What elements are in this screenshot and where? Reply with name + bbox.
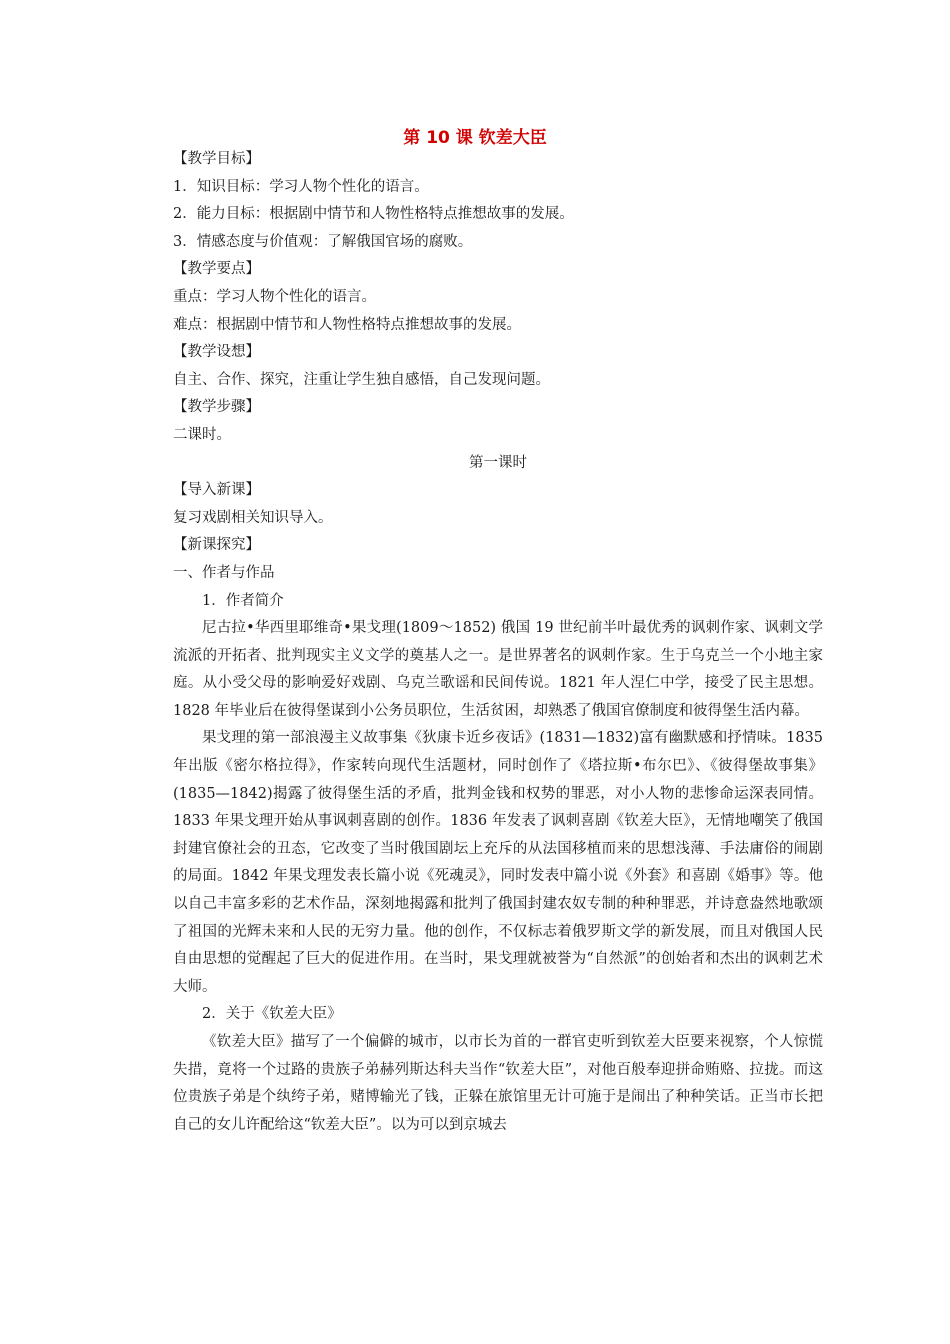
heading-teaching-steps: 【教学步骤】 [173,399,260,416]
teaching-design-text: 自主、合作、探究，注重让学生独自感悟，自己发现问题。 [173,371,550,388]
subsection-author-intro: 1．作者简介 [202,592,284,609]
goal-attitude: 3．情感态度与价值观：了解俄国官场的腐败。 [173,233,473,250]
key-point: 重点：学习人物个性化的语言。 [173,288,376,305]
paragraph-author-bio: 尼古拉•华西里耶维奇•果戈理(1809～1852) 俄国 19 世纪前半叶最优秀的讽刺作家、讽刺文学流派的开拓者、批判现实主义文学的奠基人之一。是世界著名的讽刺作家。生于乌克兰一个小地主家庭。从小受父母的影响爱好戏剧、乌克兰歌谣和民间传说。1821 年人涅仁中学，接受了民主思想。1828 年毕业后在彼得堡谋到小公务员职位，生活贫困，却熟悉了俄国官僚制度和彼得堡生活内幕。 [173,620,823,719]
goal-knowledge: 1．知识目标：学习人物个性化的语言。 [173,178,429,195]
teaching-steps-text: 二课时。 [173,426,231,443]
goal-ability: 2．能力目标：根据剧中情节和人物性格特点推想故事的发展。 [173,206,574,223]
paragraph-play-summary: 《钦差大臣》描写了一个偏僻的城市，以市长为首的一群官吏听到钦差大臣要来视察，个人惊慌失措，竟将一个过路的贵族子弟赫列斯达科夫当作“钦差大臣”，对他百般奉迎拼命贿赂、拉拢。而这位贵族子弟是个纨绔子弟，赌博输光了钱，正躲在旅馆里无计可施于是闹出了种种笑话。正当市长把自己的女儿许配给这“钦差大臣”。以为可以到京城去 [173,1034,823,1133]
heading-new-lesson: 【新课探究】 [173,537,260,554]
heading-introduction: 【导入新课】 [173,482,260,499]
introduction-text: 复习戏剧相关知识导入。 [173,509,333,526]
document-body [173,146,823,1139]
heading-teaching-goals: 【教学目标】 [173,151,260,167]
difficult-point: 难点：根据剧中情节和人物性格特点推想故事的发展。 [173,316,521,333]
period-title: 第一课时 [469,454,527,471]
subsection-about-play: 2．关于《钦差大臣》 [202,1006,342,1023]
paragraph-author-works: 果戈理的第一部浪漫主义故事集《狄康卡近乡夜话》(1831—1832)富有幽默感和抒情味。1835 年出版《密尔格拉得》，作家转向现代生活题材，同时创作了《塔拉斯•布尔巴》、《彼得堡故事集》(1835—1842)揭露了彼得堡生活的矛盾，批判金钱和权势的罪恶，对小人物的悲惨命运深表同情。1833 年果戈理开始从事讽刺喜剧的创作。1836 年发表了讽刺喜剧《钦差大臣》，无情地嘲笑了俄国封建官僚社会的丑态，它改变了当时俄国剧坛上充斥的从法国移植而来的思想浅薄、手法庸俗的闹剧的局面。1842 年果戈理发表长篇小说《死魂灵》，同时发表中篇小说《外套》和喜剧《婚事》等。他以自己丰富多彩的艺术作品，深刻地揭露和批判了俄国封建农奴专制的种种罪恶，并诗意盎然地歌颂了祖国的光辉未来和人民的无穷力量。他的创作，不仅标志着俄罗斯文学的新发展，而且对俄国人民自由思想的觉醒起了巨大的促进作用。在当时，果戈理就被誉为“自然派”的创始者和杰出的讽刺艺术大师。 [173,730,823,995]
section-author-works: 一、作者与作品 [173,564,275,581]
heading-teaching-design: 【教学设想】 [173,344,260,361]
lesson-title: 第 10 课 钦差大臣 [403,128,547,148]
heading-teaching-points: 【教学要点】 [173,261,260,278]
